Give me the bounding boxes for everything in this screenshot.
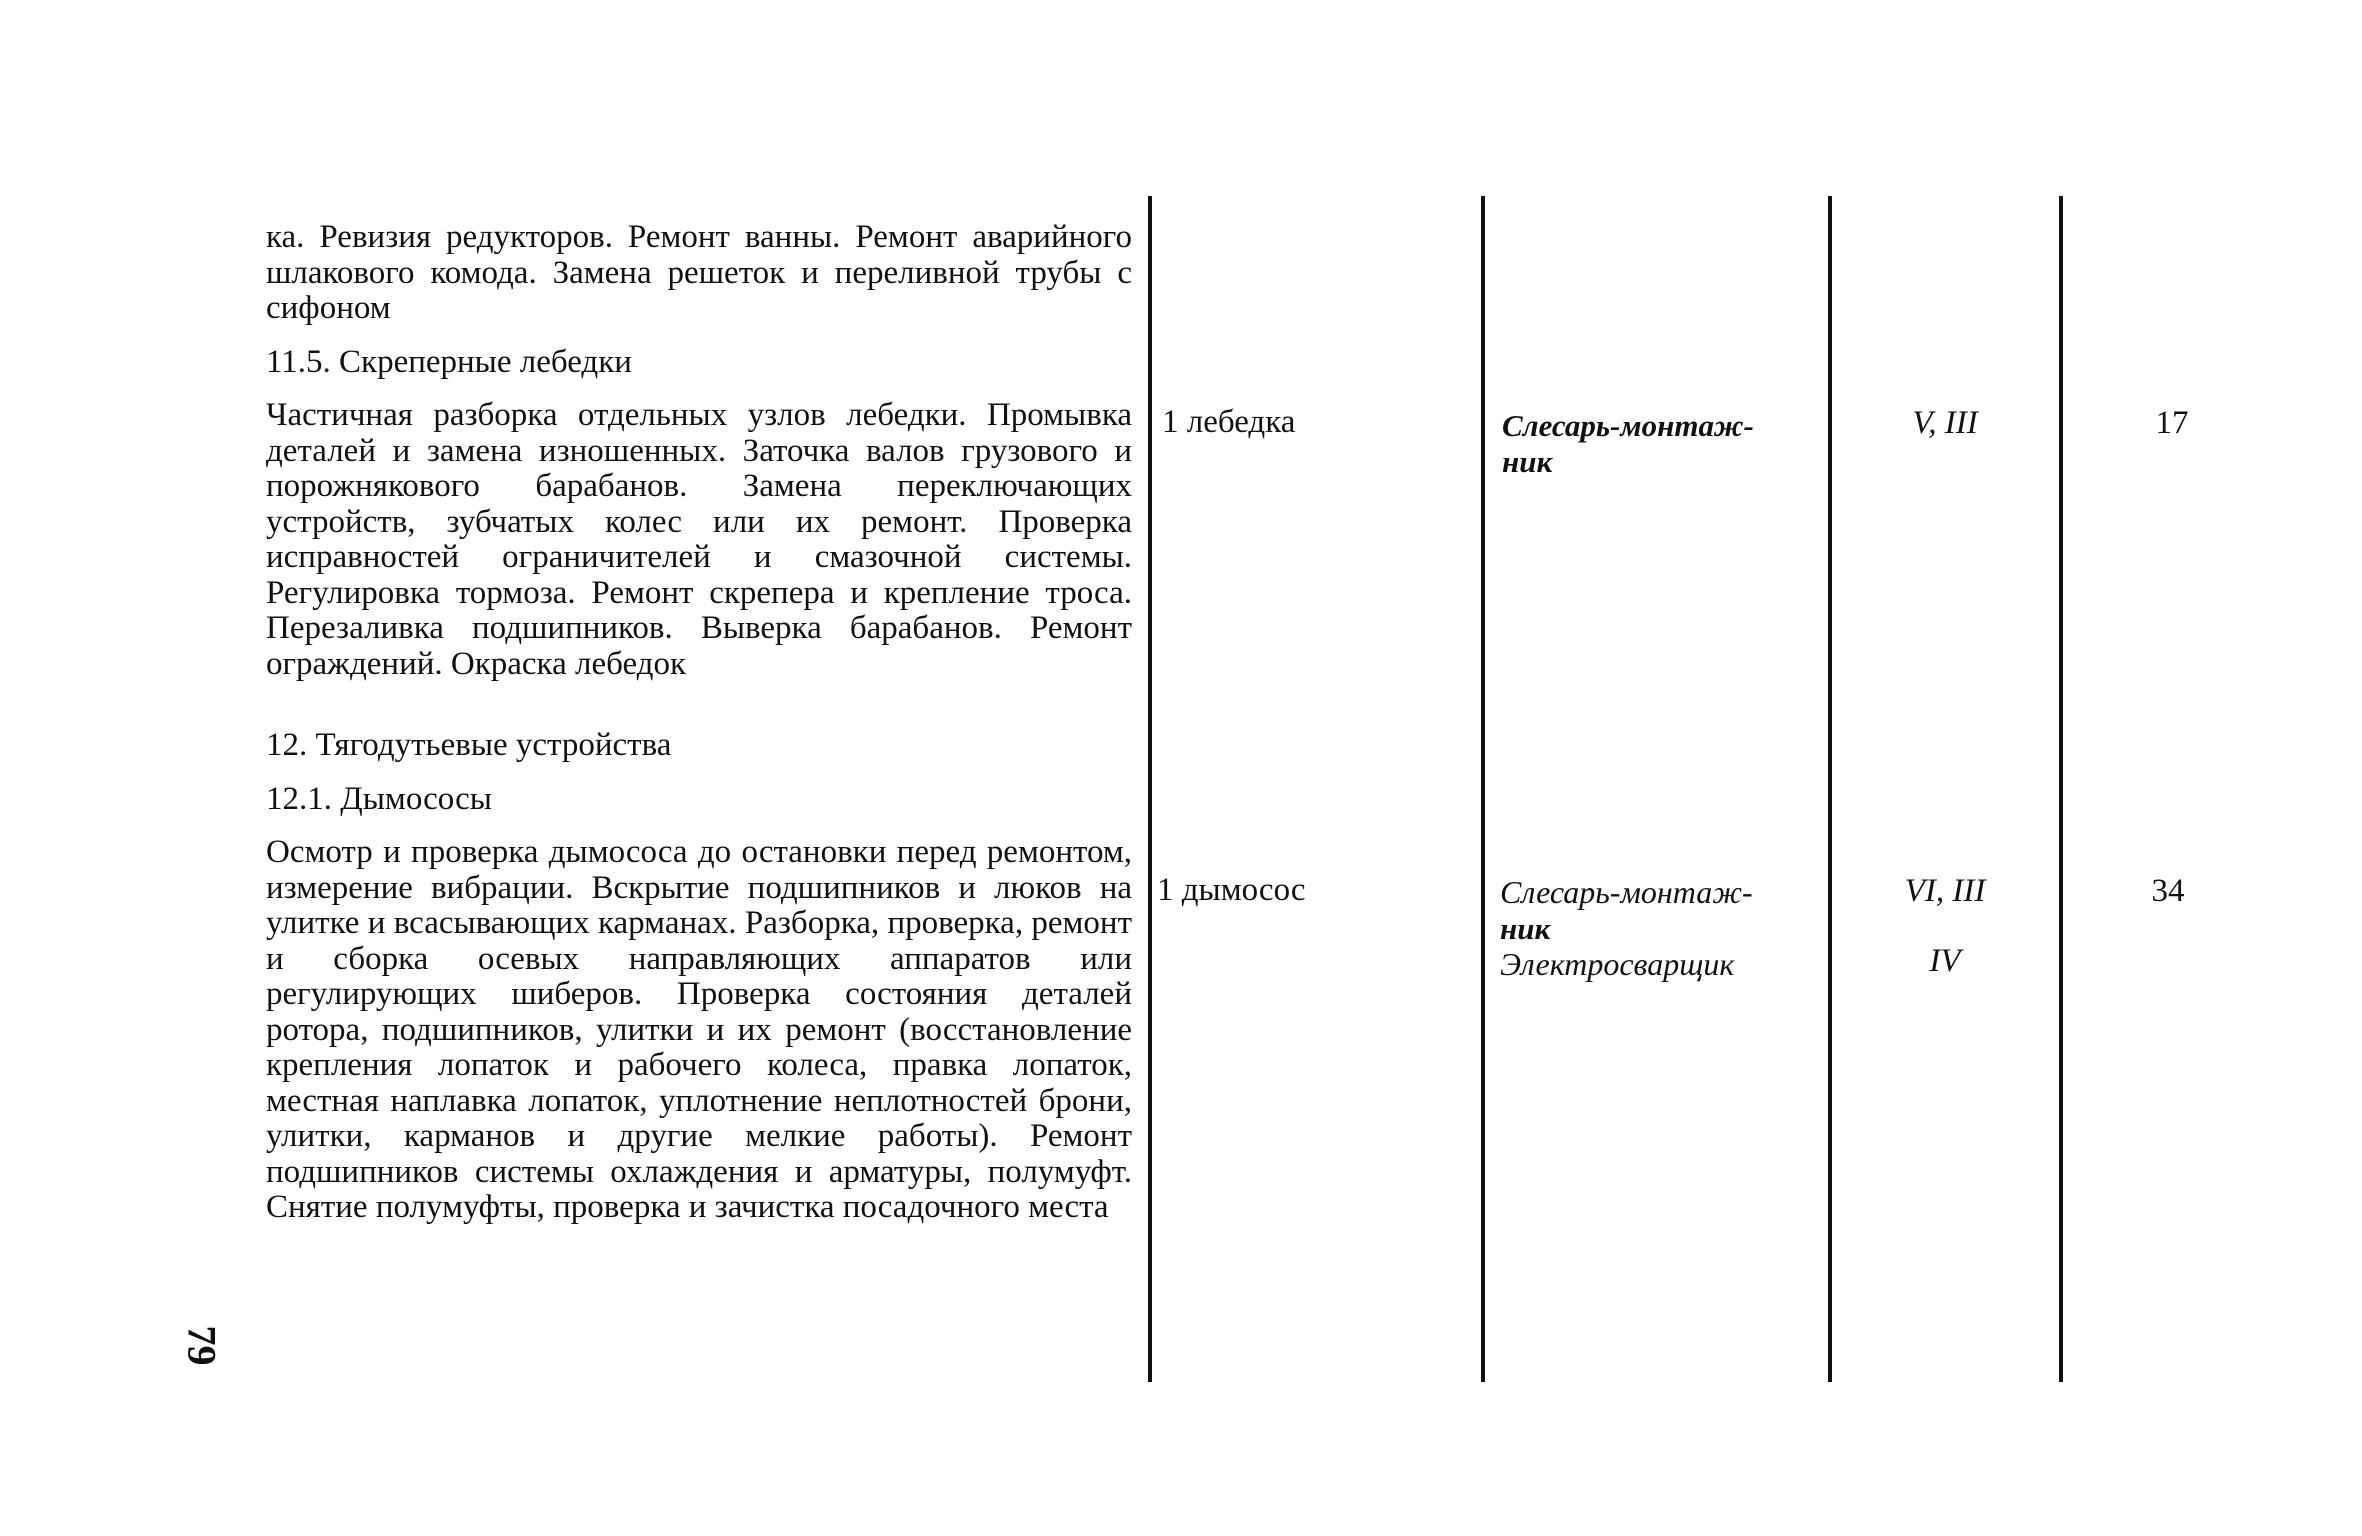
row-exhauster-norm: 34 xyxy=(2151,873,2185,909)
exhauster-work-paragraph: Осмотр и проверка дымососа до остановки перед ремонтом, измерение вибрации. Вскрытие подшипников и люков на улитке и всасывающих карманах. Разборка, проверка, ремонт и сборка осевых направляющих аппаратов или регулирующих шиберов. Проверка состояния деталей ротора, подшипников, улитки и их ремонт (восстановление крепления лопаток и рабочего колеса, правка лопаток, местная наплавка лопаток, уплотнение неплотностей брони, улитки, карманов и другие мелкие работы). Ремонт подшипников системы охлаждения и арматуры, полумуфт. Снятие полумуфты, проверка и зачистка посадочного места xyxy=(266,834,1132,1225)
row-winch-grades: V, III xyxy=(1912,405,1978,441)
section-heading-12-1: 12.1. Дымососы xyxy=(266,780,492,817)
section-heading-12: 12. Тягодутьевые устройства xyxy=(266,727,672,763)
column-rule-3 xyxy=(1828,196,1832,1382)
column-rule-4 xyxy=(2059,196,2063,1382)
row-winch-unit: 1 лебедка xyxy=(1162,404,1296,440)
row-exhauster-profession-line1: Слесарь-монтаж- xyxy=(1500,874,1753,910)
column-rule-2 xyxy=(1481,196,1485,1382)
row-winch-norm: 17 xyxy=(2155,405,2189,441)
column-rule-1 xyxy=(1148,196,1152,1382)
section-heading-11-5: 11.5. Скреперные лебедки xyxy=(266,343,632,380)
page-number: 79 xyxy=(179,1325,225,1366)
work-description-column xyxy=(266,220,1132,1226)
continuation-paragraph: ка. Ревизия редукторов. Ремонт ванны. Ремонт аварийного шлакового комода. Замена решеток и переливной трубы с сифоном xyxy=(266,219,1132,326)
row-winch-profession-line2: ник xyxy=(1502,444,1553,479)
row-exhauster-grades: VI, III xyxy=(1904,873,1986,909)
row-winch-profession-line1: Слесарь-монтаж- xyxy=(1502,408,1754,443)
row-exhauster-profession-line3: Электросварщик xyxy=(1500,946,1735,982)
row-exhauster-profession-line2: ник xyxy=(1500,911,1551,946)
winch-work-paragraph: Частичная разборка отдельных узлов лебедки. Промывка деталей и замена изношенных. Заточка валов грузового и порожнякового барабанов. Замена переключающих устройств, зубчатых колес или их ремонт. Проверка исправностей ограничителей и смазочной системы. Регулировка тормоза. Ремонт скрепера и крепление троса. Перезаливка подшипников. Выверка барабанов. Ремонт ограждений. Окраска лебедок xyxy=(266,397,1132,682)
row-exhauster-unit: 1 дымосос xyxy=(1157,872,1306,908)
row-exhauster-grades-line2: IV xyxy=(1929,943,1961,979)
